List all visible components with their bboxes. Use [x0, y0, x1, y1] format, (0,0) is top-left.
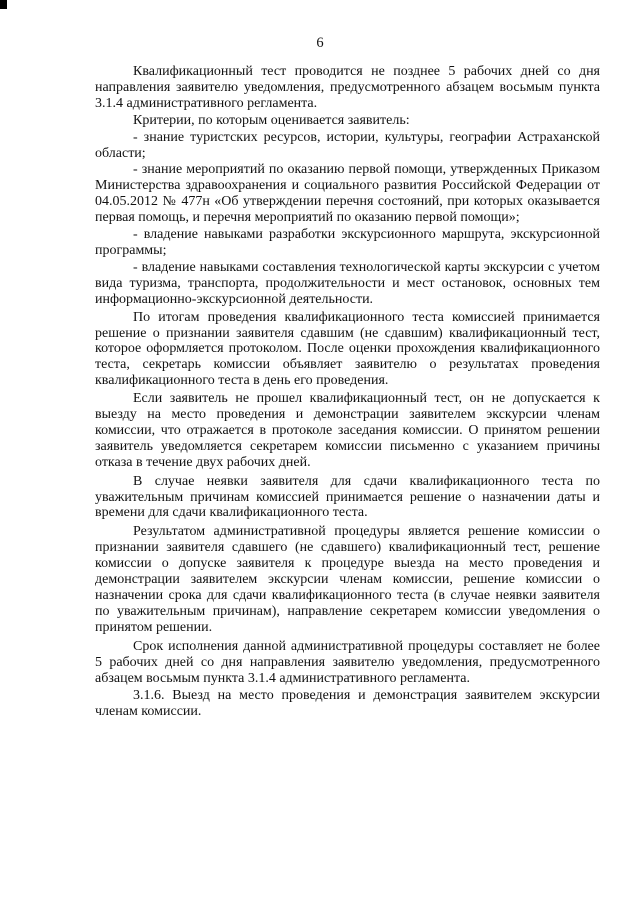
document-body — [95, 64, 600, 721]
criterion-first-aid: - знание мероприятий по оказанию первой помощи, утвержденных Приказом Министерства здравоохранения и социального развития Российской Федерации от 04.05.2012 № 477н «Об утверждении перечня состояний, при которых оказывается первая помощь, и перечня мероприятий по оказанию первой помощи»; — [95, 162, 600, 226]
paragraph-test-results: По итогам проведения квалификационного теста комиссией принимается решение о признании заявителя сдавшим (не сдавшим) квалификационный тест, которое оформляется протоколом. После оценки прохождения квалификационного теста, секретарь комиссии объявляет заявителю о результатах проведения квалификационного теста в день его проведения. — [95, 309, 600, 389]
paragraph-procedure-term: Срок исполнения данной административной процедуры составляет не более 5 рабочих дней со дня направления заявителю уведомления, предусмотренного абзацем восьмым пункта 3.1.4 административного регламента. — [95, 638, 600, 686]
criterion-route-development: - владение навыками разработки экскурсионного маршрута, экскурсионной программы; — [95, 227, 600, 258]
scan-corner-mark — [0, 0, 7, 9]
criterion-tourism-resources: - знание туристских ресурсов, истории, культуры, географии Астраханской области; — [95, 129, 600, 161]
section-heading-3-1-6: 3.1.6. Выезд на место проведения и демонстрация заявителем экскурсии членам комиссии. — [95, 688, 600, 720]
criterion-technological-map: - владение навыками составления технологической карты экскурсии с учетом вида туризма, транспорта, продолжительности и мест остановок, основных тем информационно-экскурсионной деятельности. — [95, 259, 600, 307]
paragraph-criteria-intro: Критерии, по которым оценивается заявитель: — [133, 112, 410, 128]
paragraph-test-failed: Если заявитель не прошел квалификационный тест, он не допускается к выезду на место проведения и демонстрации заявителем экскурсии членам комиссии, что отражается в протоколе заседания комиссии. О принятом решении заявитель уведомляется секретарем комиссии письменно с указанием причины отказа в течение двух рабочих дней. — [95, 391, 600, 470]
page-number: 6 — [316, 35, 324, 51]
paragraph-non-appearance: В случае неявки заявителя для сдачи квалификационного теста по уважительным причинам комиссией принимается решение о назначении даты и времени для сдачи квалификационного теста. — [95, 473, 600, 521]
paragraph-procedure-result: Результатом административной процедуры является решение комиссии о признании заявителя сдавшего (не сдавшего) квалификационный тест, решение комиссии о допуске заявителя к процедуре выезда на место проведения и демонстрации заявителем экскурсии членам комиссии, решение комиссии о назначении срока для сдачи квалификационного теста (в случае неявки заявителя по уважительным причинам), направление секретарем комиссии уведомления о принятом решении. — [95, 524, 600, 635]
paragraph-test-timing: Квалификационный тест проводится не позднее 5 рабочих дней со дня направления заявителю уведомления, предусмотренного абзацем восьмым пункта 3.1.4 административного регламента. — [95, 64, 600, 111]
